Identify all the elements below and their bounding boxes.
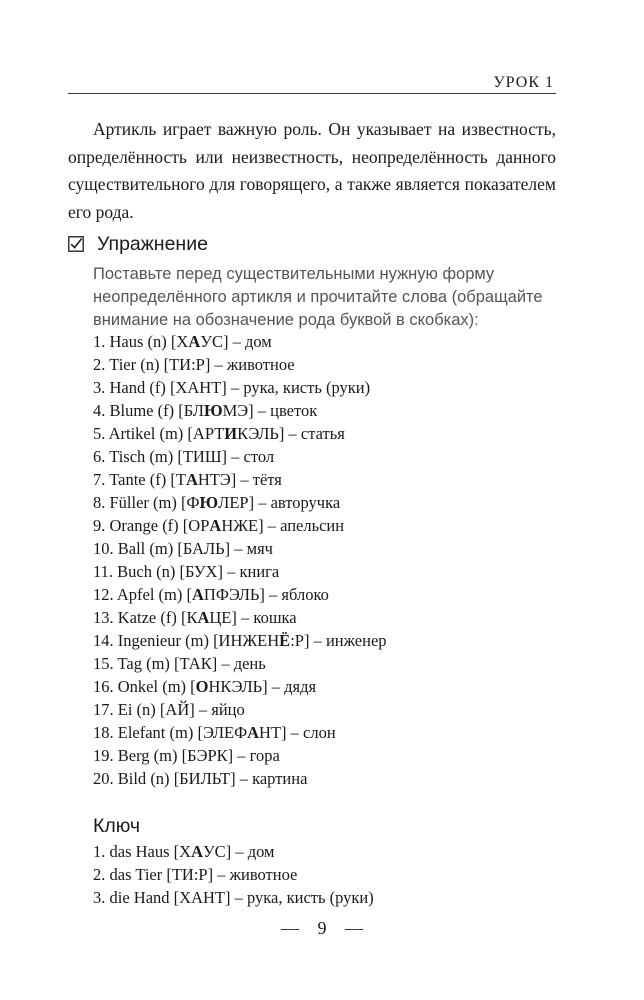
transcription-part: :Р]: [290, 631, 310, 650]
german-word: Füller: [109, 493, 149, 512]
translation: животное: [229, 865, 298, 884]
translation: день: [233, 654, 266, 673]
exercise-word-list: [93, 330, 563, 790]
transcription-part: [ИНЖЕН: [213, 631, 280, 650]
checkbox-checked-icon: [68, 236, 84, 252]
transcription-part: КЭЛЬ]: [237, 424, 285, 443]
german-word: Tante: [109, 470, 146, 489]
translation: статья: [300, 424, 345, 443]
running-head: УРОК 1: [493, 74, 554, 91]
gender-marker: (f): [162, 516, 179, 535]
transcription-part: [ХАНТ]: [169, 378, 227, 397]
german-word: Tag: [117, 654, 142, 673]
list-item: 7. Tante (f) [ТАНТЭ] – тётя: [93, 470, 282, 489]
gender-marker: (m): [162, 677, 187, 696]
list-item: 20. Bild (n) [БИЛЬТ] – картина: [93, 769, 308, 788]
translation: кошка: [253, 608, 297, 627]
transcription-part: [БАЛЬ]: [177, 539, 231, 558]
item-number: 10.: [93, 539, 114, 558]
item-number: 7.: [93, 470, 106, 489]
page-number-line: [0, 918, 644, 939]
list-item: 13. Katze (f) [КАЦЕ] – кошка: [93, 608, 297, 627]
gender-marker: (m): [159, 424, 184, 443]
list-item: 3. die Hand [ХАНТ] – рука, кисть (руки): [93, 888, 374, 907]
translation: мяч: [246, 539, 273, 558]
gender-marker: (m): [169, 723, 194, 742]
item-number: 6.: [93, 447, 106, 466]
transcription-part: [Ф: [181, 493, 200, 512]
german-word: Ingenieur: [117, 631, 181, 650]
key-word-list: [93, 840, 563, 909]
german-word: Katze: [117, 608, 157, 627]
list-item: 19. Berg (m) [БЭРК] – гора: [93, 746, 280, 765]
item-number: 16.: [93, 677, 114, 696]
stressed-letter: И: [224, 424, 238, 443]
transcription-part: УС]: [203, 842, 232, 861]
transcription-part: [: [186, 585, 192, 604]
gender-marker: (f): [160, 608, 177, 627]
stressed-letter: Ё: [279, 631, 291, 650]
item-number: 15.: [93, 654, 114, 673]
translation: дом: [247, 842, 275, 861]
stressed-letter: О: [195, 677, 209, 696]
transcription-part: ПФЭЛЬ]: [203, 585, 265, 604]
gender-marker: (f): [149, 378, 166, 397]
gender-marker: (m): [149, 447, 174, 466]
gender-marker: (m): [153, 746, 178, 765]
translation: тётя: [252, 470, 282, 489]
gender-marker: (m): [158, 585, 183, 604]
list-item: 18. Elefant (m) [ЭЛЕФАНТ] – слон: [93, 723, 336, 742]
transcription-part: [Х: [173, 842, 192, 861]
gender-marker: (m): [153, 493, 177, 512]
transcription-part: НЖЕ]: [221, 516, 264, 535]
item-number: 12.: [93, 585, 114, 604]
exercise-title: Упражнение: [97, 233, 208, 255]
stressed-letter: А: [197, 608, 210, 627]
list-item: 2. Tier (n) [ТИ:Р] – животное: [93, 355, 295, 374]
german-word: Hand: [109, 378, 146, 397]
item-number: 17.: [93, 700, 114, 719]
transcription-part: [ТИ:Р]: [166, 865, 214, 884]
transcription-part: [АРТ: [187, 424, 225, 443]
transcription-part: НТ]: [259, 723, 287, 742]
transcription-part: [ТАК]: [174, 654, 218, 673]
page-header: [68, 60, 556, 94]
list-item: 12. Apfel (m) [АПФЭЛЬ] – яблоко: [93, 585, 329, 604]
list-item: 10. Ball (m) [БАЛЬ] – мяч: [93, 539, 273, 558]
page-number-dash-right: —: [345, 918, 363, 938]
stressed-letter: А: [191, 842, 203, 861]
transcription-part: МЭ]: [222, 401, 254, 420]
translation: слон: [303, 723, 336, 742]
list-item: 17. Ei (n) [АЙ] – яйцо: [93, 700, 245, 719]
gender-marker: (m): [146, 654, 170, 673]
page-number-dash-left: —: [281, 918, 299, 938]
item-number: 3.: [93, 888, 106, 907]
german-word: Tier: [109, 355, 137, 374]
german-word: Elefant: [117, 723, 166, 742]
gender-marker: (n): [156, 562, 176, 581]
translation: яблоко: [281, 585, 329, 604]
translation: стол: [243, 447, 275, 466]
german-word: Ball: [117, 539, 146, 558]
item-number: 1.: [93, 332, 106, 351]
german-word: Blume: [109, 401, 154, 420]
stressed-letter: А: [185, 470, 198, 489]
translation: инженер: [325, 631, 387, 650]
item-number: 13.: [93, 608, 114, 627]
stressed-letter: Ю: [199, 493, 219, 512]
list-item: 3. Hand (f) [ХАНТ] – рука, кисть (руки): [93, 378, 371, 397]
transcription-part: [БУХ]: [179, 562, 223, 581]
stressed-letter: А: [192, 585, 204, 604]
german-word: Buch: [117, 562, 152, 581]
transcription-part: [Х: [170, 332, 189, 351]
german-word: Onkel: [117, 677, 159, 696]
item-number: 1.: [93, 842, 106, 861]
german-word: das Tier: [109, 865, 163, 884]
transcription-part: [БЭРК]: [181, 746, 234, 765]
translation: яйцо: [211, 700, 245, 719]
item-number: 8.: [93, 493, 106, 512]
translation: дом: [244, 332, 272, 351]
gender-marker: (f): [157, 401, 175, 420]
list-item: 1. das Haus [ХАУС] – дом: [93, 842, 275, 861]
transcription-part: ЛЕР]: [218, 493, 255, 512]
transcription-part: НТЭ]: [197, 470, 237, 489]
list-item: 6. Tisch (m) [ТИШ] – стол: [93, 447, 275, 466]
german-word: Bild: [117, 769, 147, 788]
translation: авторучка: [270, 493, 341, 512]
exercise-instruction: Поставьте перед существительными нужную форму неопределённого артикля и прочитайте слова (обращайте внимание на обозначение рода буквой в скобках):: [93, 265, 543, 329]
translation: книга: [239, 562, 280, 581]
transcription-part: НКЭЛЬ]: [208, 677, 268, 696]
transcription-part: [БИЛЬТ]: [173, 769, 236, 788]
list-item: 5. Artikel (m) [АРТИКЭЛЬ] – статья: [93, 424, 345, 443]
gender-marker: (n): [136, 700, 156, 719]
gender-marker: (n): [140, 355, 160, 374]
transcription-part: [К: [180, 608, 198, 627]
german-word: das Haus: [109, 842, 170, 861]
list-item: 2. das Tier [ТИ:Р] – животное: [93, 865, 298, 884]
transcription-part: [Т: [170, 470, 186, 489]
german-word: Berg: [117, 746, 150, 765]
item-number: 14.: [93, 631, 114, 650]
translation: картина: [252, 769, 308, 788]
item-number: 20.: [93, 769, 114, 788]
gender-marker: (f): [149, 470, 167, 489]
translation: гора: [249, 746, 280, 765]
stressed-letter: А: [188, 332, 201, 351]
german-word: Apfel: [116, 585, 155, 604]
item-number: 19.: [93, 746, 114, 765]
translation: рука, кисть (руки): [246, 888, 374, 907]
item-number: 11.: [93, 562, 114, 581]
transcription-part: [: [190, 677, 196, 696]
gender-marker: (n): [150, 769, 170, 788]
transcription-part: [АЙ]: [159, 700, 195, 719]
transcription-part: [БЛ: [178, 401, 204, 420]
item-number: 5.: [93, 424, 106, 443]
transcription-part: УС]: [200, 332, 229, 351]
list-item: 1. Haus (n) [ХАУС] – дом: [93, 332, 272, 351]
transcription-part: [ТИШ]: [177, 447, 227, 466]
list-item: 16. Onkel (m) [ОНКЭЛЬ] – дядя: [93, 677, 317, 696]
list-item: 4. Blume (f) [БЛЮМЭ] – цветок: [93, 401, 318, 420]
item-number: 4.: [93, 401, 106, 420]
transcription-part: [ЭЛЕФ: [197, 723, 248, 742]
stressed-letter: Ю: [203, 401, 223, 420]
stressed-letter: А: [247, 723, 260, 742]
item-number: 9.: [93, 516, 106, 535]
item-number: 2.: [93, 355, 106, 374]
stressed-letter: А: [209, 516, 222, 535]
german-word: Ei: [117, 700, 133, 719]
item-number: 2.: [93, 865, 106, 884]
list-item: 14. Ingenieur (m) [ИНЖЕНЁ:Р] – инженер: [93, 631, 387, 650]
list-item: 15. Tag (m) [ТАК] – день: [93, 654, 266, 673]
german-word: Artikel: [108, 424, 156, 443]
german-word: die Hand: [109, 888, 170, 907]
transcription-part: [ОР: [182, 516, 210, 535]
translation: апельсин: [280, 516, 345, 535]
page-number: 9: [317, 918, 327, 938]
transcription-part: [ХАНТ]: [173, 888, 231, 907]
key-title: Ключ: [93, 815, 141, 837]
list-item: 8. Füller (m) [ФЮЛЕР] – авторучка: [93, 493, 341, 512]
german-word: Orange: [109, 516, 159, 535]
item-number: 18.: [93, 723, 114, 742]
translation: рука, кисть (руки): [243, 378, 371, 397]
transcription-part: [ТИ:Р]: [163, 355, 211, 374]
translation: животное: [226, 355, 295, 374]
list-item: 11. Buch (n) [БУХ] – книга: [93, 562, 280, 581]
gender-marker: (m): [149, 539, 174, 558]
german-word: Tisch: [109, 447, 146, 466]
transcription-part: ЦЕ]: [209, 608, 237, 627]
translation: дядя: [284, 677, 317, 696]
item-number: 3.: [93, 378, 106, 397]
intro-paragraph: Артикль играет важную роль. Он указывает на известность, определённость или неизвестность, неопределённость данного существительного для говорящего, а также является показателем его рода.: [68, 119, 556, 222]
gender-marker: (n): [147, 332, 167, 351]
german-word: Haus: [109, 332, 144, 351]
gender-marker: (m): [185, 631, 209, 650]
translation: цветок: [270, 401, 318, 420]
list-item: 9. Orange (f) [ОРАНЖЕ] – апельсин: [93, 516, 345, 535]
